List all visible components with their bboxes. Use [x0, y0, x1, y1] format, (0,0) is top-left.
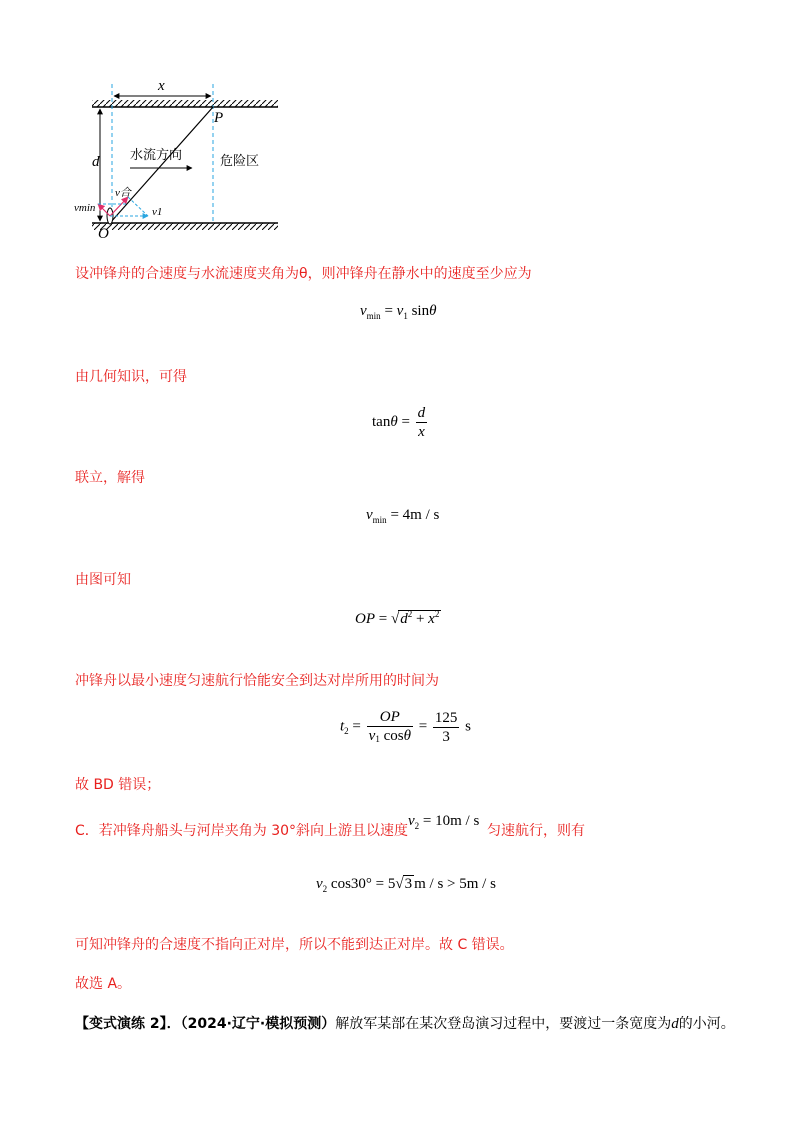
- equation-vmin-sin: $v_{min} = v_1$ sinθ: [360, 303, 437, 321]
- label-v-he: v合: [115, 187, 131, 199]
- label-flow-direction: 水流方向: [130, 148, 183, 163]
- equation-t2: $t_2$ = $\frac{OP}{v1 \cos\theta}$ = $\frac{125}{3}$ s: [340, 709, 471, 745]
- label-o: O: [98, 226, 109, 242]
- label-p: P: [214, 110, 224, 126]
- exercise-tag: 【变式演练 2】．（2024·辽宁·模拟预测）: [75, 1016, 336, 1032]
- equation-op: OP = $√d^2 + x^2$: [355, 609, 440, 627]
- bottom-bank: [92, 223, 278, 230]
- equation-tan: tanθ = $\frac{d}{x}$: [372, 405, 426, 440]
- paragraph-7a: C．若冲锋舟船头与河岸夹角为 30°斜向上游且以速度: [75, 823, 409, 839]
- paragraph-7b: 匀速航行，则有: [487, 823, 585, 839]
- label-danger-zone: 危险区: [220, 154, 260, 169]
- equation-v2-cos: $v_2$ cos30° = 5√3 m / s > 5m / s: [316, 876, 496, 894]
- paragraph-6: 故 BD 错误；: [75, 777, 161, 793]
- label-x: x: [158, 78, 165, 94]
- paragraph-8: 可知冲锋舟的合速度不指向正对岸，所以不能到达正对岸。故 C 错误。: [75, 937, 514, 953]
- paragraph-2: 由几何知识，可得: [75, 369, 187, 385]
- paragraph-5: 冲锋舟以最小速度匀速航行恰能安全到达对岸所用的时间为: [75, 673, 439, 689]
- exercise-var-d: d: [671, 1016, 679, 1032]
- equation-v2: $v_2 = 10m / s$: [408, 813, 480, 831]
- label-v1: v1: [152, 206, 163, 218]
- river-diagram: [70, 80, 290, 250]
- equation-vmin-value: $v_{min} = 4m / s$: [366, 507, 440, 525]
- paragraph-1: 设冲锋舟的合速度与水流速度夹角为θ，则冲锋舟在静水中的速度至少应为: [75, 266, 532, 282]
- label-v-min: vmin: [74, 202, 96, 214]
- top-bank: [92, 100, 278, 107]
- label-d: d: [92, 154, 100, 170]
- exercise-text-b: 的小河。: [678, 1016, 735, 1032]
- paragraph-4: 由图可知: [75, 572, 131, 588]
- exercise-text-a: 解放军某部在某次登岛演习过程中，要渡过一条宽度为: [335, 1016, 672, 1032]
- paragraph-10: [75, 1014, 735, 1034]
- paragraph-9: 故选 A。: [75, 976, 132, 992]
- paragraph-3: 联立，解得: [75, 470, 145, 486]
